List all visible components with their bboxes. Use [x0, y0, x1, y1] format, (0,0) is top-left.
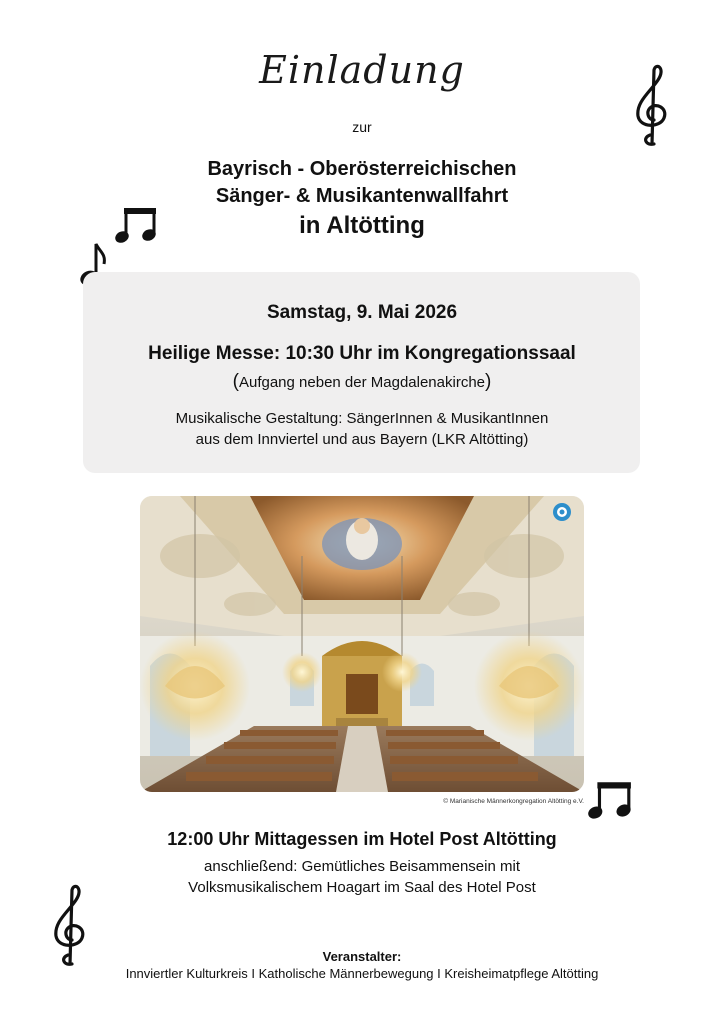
afterwards-info: [0, 856, 724, 898]
entrance-text: Aufgang neben der Magdalenakirche: [238, 374, 485, 391]
heading-line-2: Sänger- & Musikantenwallfahrt: [215, 185, 509, 207]
event-heading: [0, 156, 724, 242]
organizer-label: Veranstalter:: [322, 949, 402, 964]
music-line-1: Musikalische Gestaltung: SängerInnen & MusikantInnen: [175, 410, 549, 427]
paren-open: (: [232, 371, 239, 392]
music-note: [0, 408, 724, 450]
lunch-info: 12:00 Uhr Mittagessen im Hotel Post Altötting: [167, 829, 557, 849]
heading-line-1: Bayrisch - Oberösterreichischen: [207, 158, 517, 180]
paren-close: ): [485, 371, 492, 392]
invitation-zur: zur: [352, 119, 372, 135]
afterwards-line-1: anschließend: Gemütliches Beisammensein mit: [204, 858, 520, 875]
organizer-names: Innviertler Kulturkreis I Katholische Männerbewegung I Kreisheimatpflege Altötting: [125, 966, 599, 981]
heading-line-3: in Altötting: [299, 212, 425, 239]
beamed-notes-icon: [586, 778, 636, 822]
mass-time: Heilige Messe: 10:30 Uhr im Kongregationssaal: [148, 343, 576, 364]
music-line-2: aus dem Innviertel und aus Bayern (LKR Altötting): [195, 431, 529, 448]
photo-credit: © Marianische Männerkongregation Altötting e.V.: [443, 798, 584, 805]
church-interior-photo: [140, 496, 584, 792]
entrance-note: [0, 371, 724, 393]
event-date: Samstag, 9. Mai 2026: [266, 302, 458, 323]
afterwards-line-2: Volksmusikalischem Hoagart im Saal des Hotel Post: [188, 879, 536, 896]
invitation-title: Einladung: [259, 48, 465, 92]
